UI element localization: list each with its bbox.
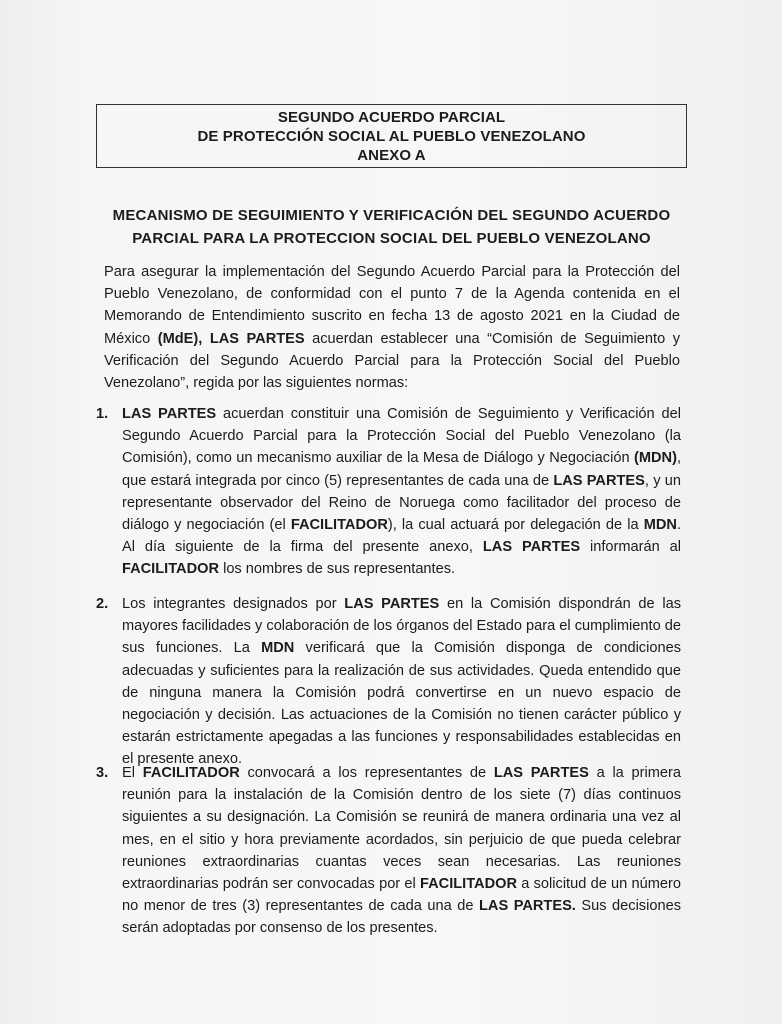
text: a la primera reunión para la instalación de la Comisión dentro de los siete (7) días continuos siguientes a su designación. La Comisión se reunirá de manera ordinaria una vez al mes, en el sitio y hora previamente acordados, sin perjuicio de que pueda celebrar reuniones extraordinarias cuantas veces sean necesarias. Las reuniones extraordinarias podrán ser convocadas por el	[122, 765, 681, 893]
title-line-1: SEGUNDO ACUERDO PARCIAL	[277, 109, 506, 126]
bold-text: LAS PARTES	[482, 539, 581, 556]
text: a solicitud de un número no menor de tres (3) representantes de cada una de	[122, 876, 682, 915]
bold-text: FACILITADOR	[420, 876, 518, 893]
bold-text: MDN	[261, 640, 295, 657]
list-item-text	[122, 762, 681, 940]
bold-text: FACILITADOR	[122, 561, 220, 578]
text: , que estará integrada por cinco (5) representantes de cada una de	[122, 450, 681, 489]
intro-bold-1: (MdE), LAS PARTES	[157, 330, 305, 347]
intro-text-1: Para asegurar la implementación del Segundo Acuerdo Parcial para la Protección del Pueblo Venezolano, de conformidad con el punto 7 de la Agenda contenida en el Memorando de Entendimiento suscrito en fecha 13 de agosto 2021 en la Ciudad de México	[104, 264, 680, 347]
text: convocará a los representantes de	[239, 765, 494, 781]
text: los nombres de sus representantes.	[219, 561, 456, 578]
title-line-2: DE PROTECCIÓN SOCIAL AL PUEBLO VENEZOLANO	[197, 128, 586, 145]
title-line-3: ANEXO A	[357, 147, 426, 164]
list-item-text	[122, 593, 681, 771]
list-item-number: 2.	[96, 596, 109, 612]
bold-text: LAS PARTES	[493, 765, 589, 781]
text: en la Comisión dispondrán de las mayores facilidades y colaboración de los órganos del Estado para el cumplimiento de sus funciones. La	[122, 596, 681, 657]
text: ), la cual actuará por delegación de la	[387, 517, 644, 534]
text: acuerdan constituir una Comisión de Seguimiento y Verificación del Segundo Acuerdo Parcial para la Protección Social del Pueblo Venezolano (la Comisión), como un mecanismo auxiliar de la Mesa de Diálogo y Negociación	[122, 406, 681, 467]
intro-text-2: acuerdan establecer una “Comisión de Seguimiento y Verificación del Segundo Acuerdo Parcial para la Protección Social del Pueblo Venezolano”, regida por las siguientes normas:	[104, 330, 681, 392]
text: El	[122, 765, 143, 781]
intro-paragraph	[104, 261, 680, 394]
list-item-number: 1.	[96, 406, 109, 422]
bold-text: FACILITADOR	[142, 765, 240, 781]
section-heading-line-1: MECANISMO DE SEGUIMIENTO Y VERIFICACIÓN DEL SEGUNDO ACUERDO	[112, 207, 671, 224]
bold-text: LAS PARTES	[122, 406, 217, 422]
section-heading-line-2: PARCIAL PARA LA PROTECCION SOCIAL DEL PUEBLO VENEZOLANO	[132, 230, 651, 247]
bold-text: LAS PARTES	[553, 472, 645, 489]
text: . Al día siguiente de la firma del presente anexo,	[122, 517, 681, 556]
text: Los integrantes designados por	[122, 596, 345, 612]
bold-text: MDN	[643, 517, 677, 534]
section-heading	[100, 204, 683, 250]
title-box	[96, 104, 687, 168]
text: , y un representante observador del Reino de Noruega como facilitador del proceso de diálogo y negociación (el	[122, 472, 681, 534]
bold-text: FACILITADOR	[290, 517, 388, 534]
text: informarán al	[580, 539, 681, 556]
text: Sus decisiones serán adoptadas por consenso de los presentes.	[122, 898, 681, 937]
text: verificará que la Comisión disponga de condiciones adecuadas y suficientes para la realización de sus actividades. Queda entendido que de ninguna manera la Comisión podrá convertirse en un nuevo espacio de negociación y decisión. Las actuaciones de la Comisión no tienen carácter público y estarán estrictamente apegadas a las funciones y responsabilidades establecidas en el presente anexo.	[122, 640, 681, 768]
bold-text: (MDN)	[633, 450, 677, 467]
bold-text: LAS PARTES.	[478, 898, 576, 915]
list-item-number: 3.	[96, 765, 109, 781]
bold-text: LAS PARTES	[344, 596, 440, 612]
list-item-text	[122, 403, 681, 581]
